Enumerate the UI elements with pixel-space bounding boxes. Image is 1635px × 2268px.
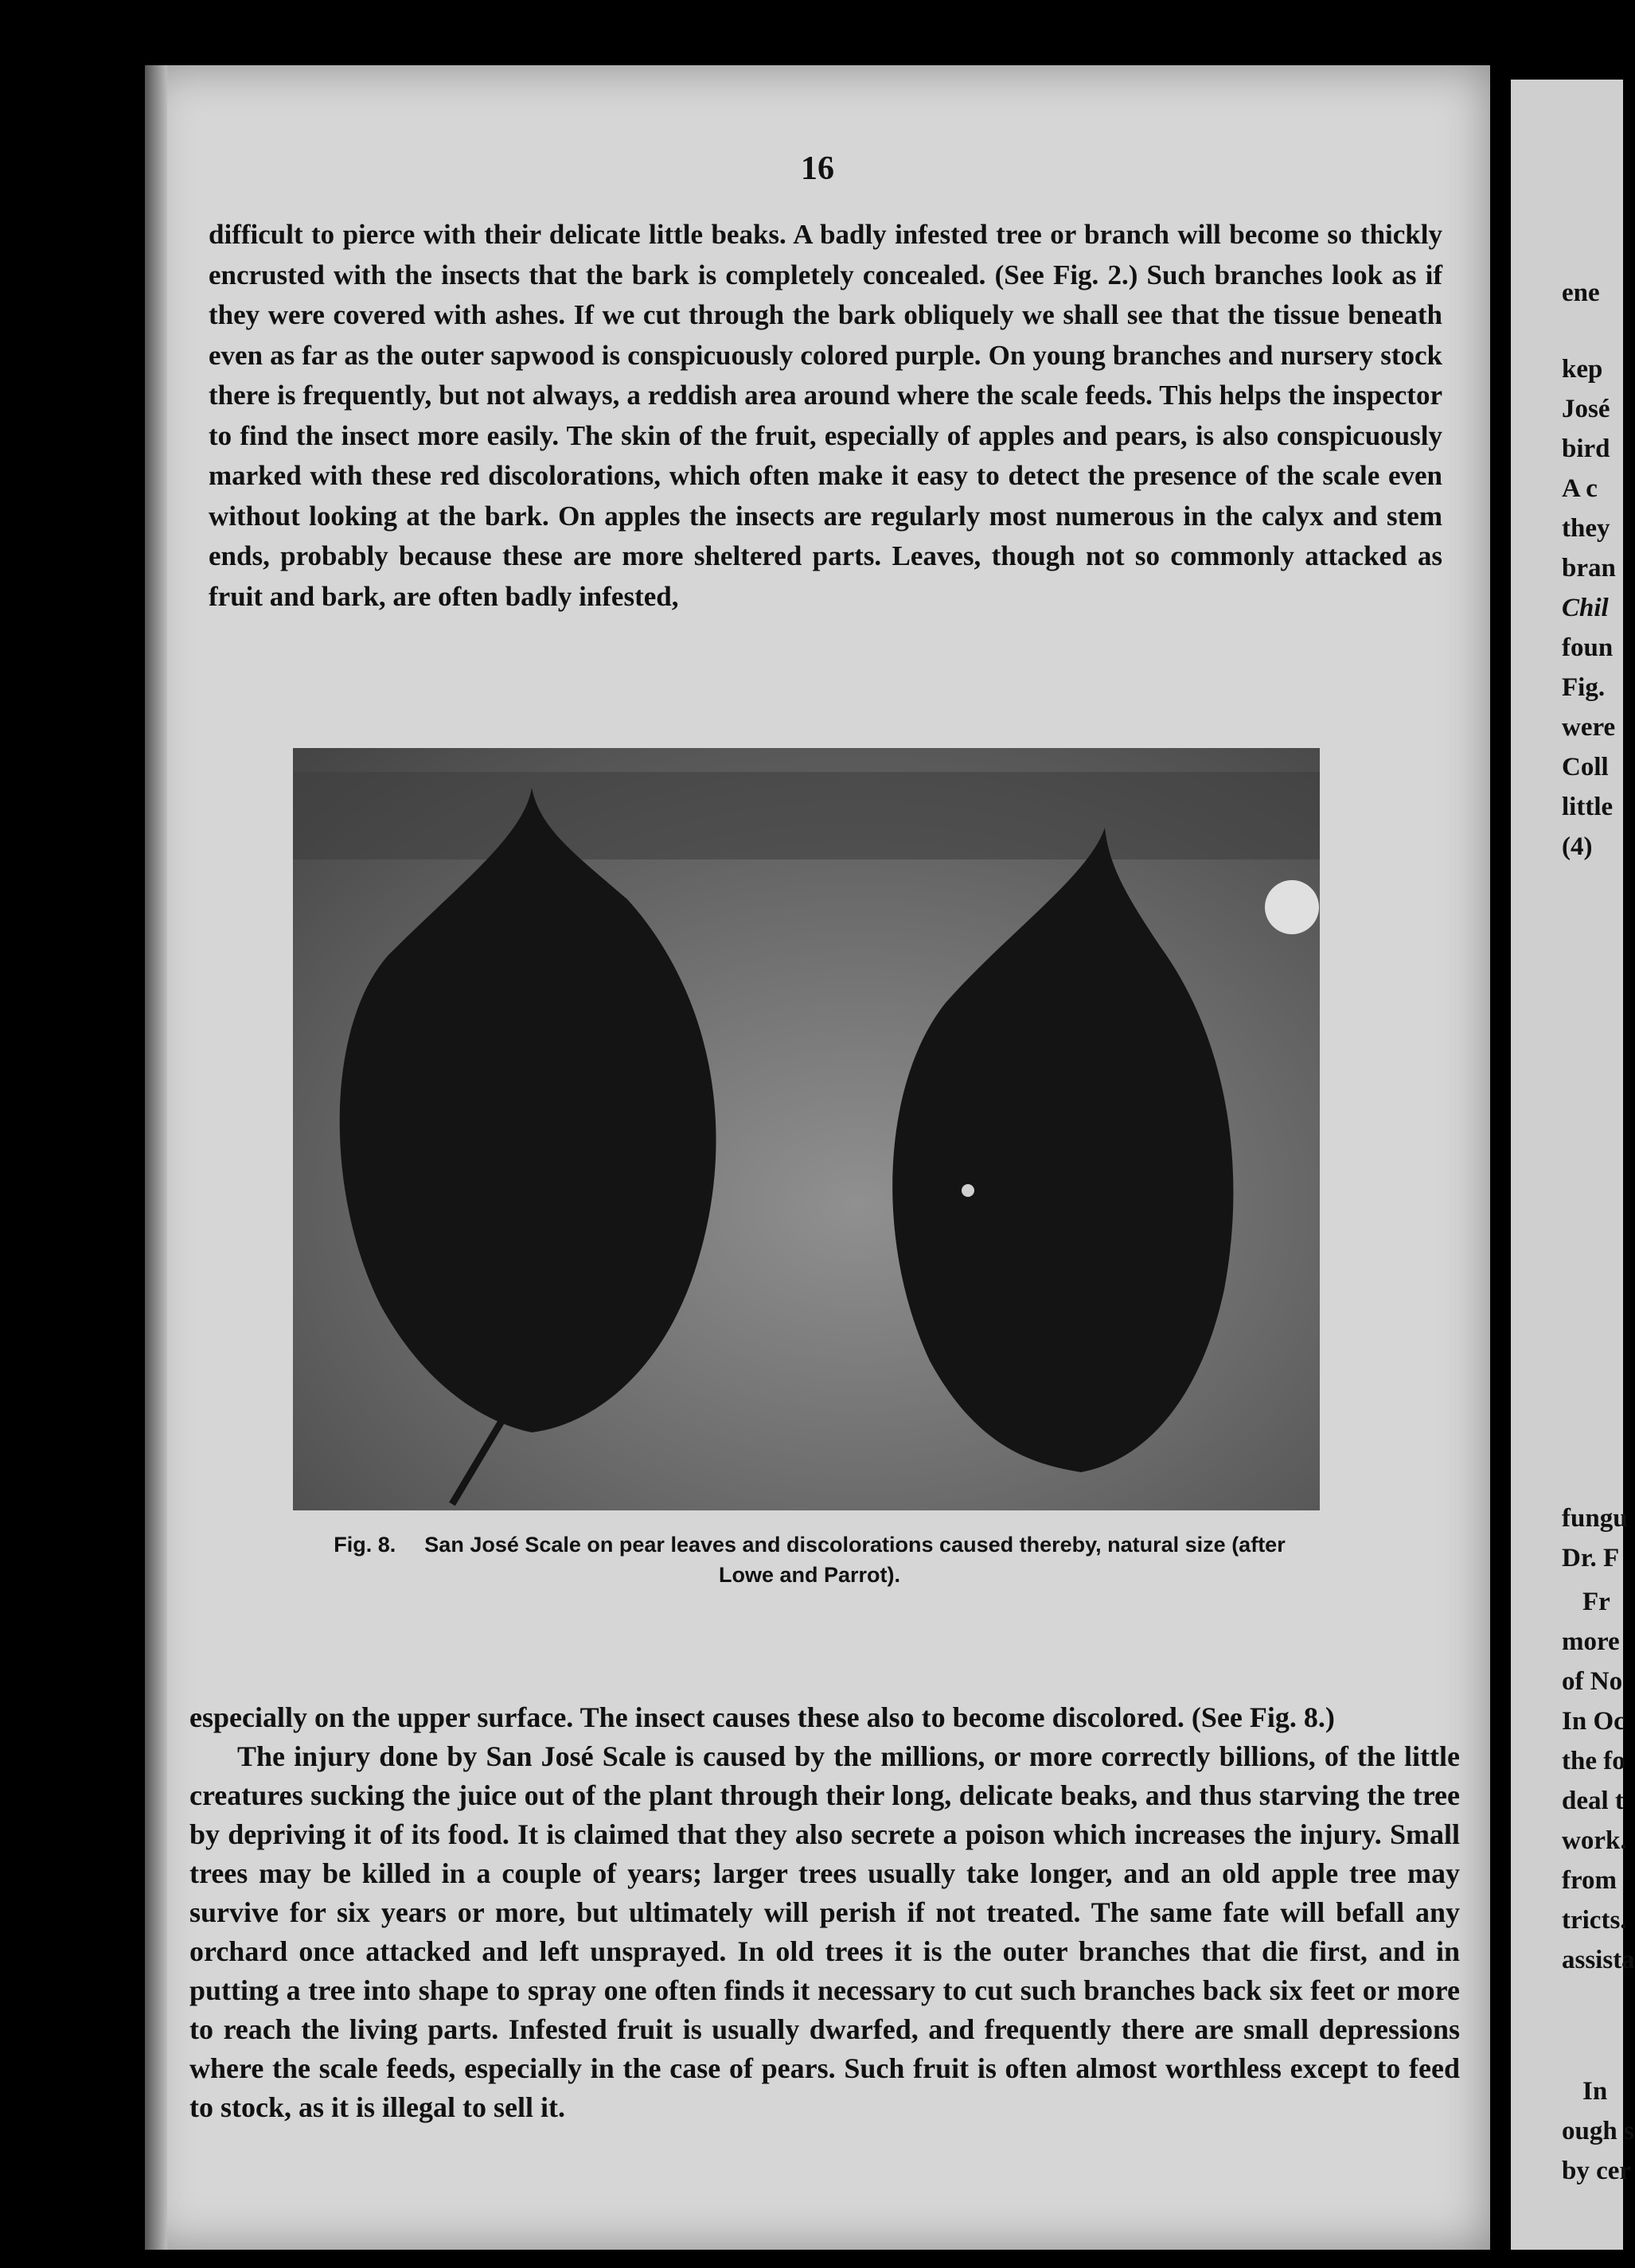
next-page-fragment: Dr. F bbox=[1562, 1544, 1620, 1572]
figure-caption bbox=[304, 1530, 1315, 1590]
next-page-fragment: bran bbox=[1562, 554, 1616, 583]
top-paragraph bbox=[209, 215, 1442, 617]
next-page-fragment: Fig. bbox=[1562, 673, 1606, 702]
next-page-fragment: José bbox=[1562, 395, 1610, 423]
next-page-fragment: more bbox=[1562, 1627, 1620, 1656]
book-page bbox=[145, 65, 1490, 2250]
next-page-fragment: Chil bbox=[1562, 594, 1609, 622]
page-number: 16 bbox=[801, 150, 834, 187]
photo-blemish bbox=[1265, 880, 1319, 934]
figure-pear-leaves bbox=[293, 748, 1320, 1510]
bottom-paragraph-2: The injury done by San José Scale is caused by the millions, or more correctly billions, of the little creatures sucking the juice out of the plant through their long, delicate beaks, and thus starving the tree by depriving it of its food. It is claimed that they also secrete a poison which increases the injury. Small trees may be killed in a couple of years; larger trees usually take longer, and an old apple tree may survive for six years or more, but ultimately will perish if not treated. The same fate will befall any orchard once attacked and left unsprayed. In old trees it is the outer branches that die first, and in putting a tree into shape to spray one often finds it necessary to cut such branches back six feet or more to reach the living parts. Infested fruit is usually dwarfed, and frequently there are small depressions where the scale feeds, especially in the case of pears. Such fruit is often almost worthless except to feed to stock, as it is illegal to sell it. bbox=[189, 1740, 1460, 2123]
figure-label: Fig. 8. bbox=[334, 1533, 396, 1557]
next-page-fragment: little bbox=[1562, 793, 1614, 821]
bottom-paragraph-1: especially on the upper surface. The insect causes these also to become discolored. (See Fig. 8.) bbox=[189, 1701, 1335, 1733]
next-page-fragment: A c bbox=[1562, 474, 1598, 503]
next-page-fragment: bird bbox=[1562, 435, 1610, 463]
next-page-fragment: of No bbox=[1562, 1667, 1623, 1696]
next-page-fragment: deal t bbox=[1562, 1787, 1624, 1815]
next-page-fragment: tricts. bbox=[1562, 1906, 1627, 1935]
photo-speck bbox=[962, 1184, 974, 1197]
next-page-fragment: assista bbox=[1562, 1946, 1635, 1974]
photo-streak bbox=[293, 772, 1320, 859]
next-page-fragment: fungu bbox=[1562, 1504, 1628, 1533]
next-page-fragment: were bbox=[1562, 713, 1616, 742]
next-page-fragment: In Oc bbox=[1562, 1707, 1625, 1736]
pear-leaves-photo bbox=[293, 748, 1320, 1510]
next-page-fragment: In bbox=[1582, 2077, 1608, 2106]
next-page-fragment: work. bbox=[1562, 1826, 1627, 1855]
adjacent-page-edge bbox=[1511, 80, 1635, 2250]
page-gutter-shadow bbox=[145, 65, 167, 2250]
next-page-fragment: from bbox=[1562, 1866, 1617, 1895]
next-page-fragment: Fr bbox=[1582, 1588, 1610, 1616]
next-page-fragment: ene bbox=[1562, 279, 1600, 307]
top-paragraph-text: difficult to pierce with their delicate little beaks. A badly infested tree or branch will become so thickly encrusted with the insects that the bark is completely concealed. (See Fig. 2.) Such branches look as if they were covered with ashes. If we cut through the bark obliquely we shall see that the tissue beneath even as far as the outer sapwood is conspicuously colored purple. On young branches and nursery stock there is frequently, but not always, a reddish area around where the scale feeds. This helps the inspector to find the insect more easily. The skin of the fruit, especially of apples and pears, is also conspicuously marked with these red discolorations, which often make it easy to detect the presence of the scale even without looking at the bark. On apples the insects are regularly most numerous in the calyx and stem ends, probably because these are more sheltered parts. Leaves, though not so commonly attacked as fruit and bark, are often badly infested, bbox=[209, 219, 1442, 612]
next-page-fragment: Coll bbox=[1562, 753, 1609, 781]
next-page-fragment: by cer bbox=[1562, 2157, 1632, 2185]
bottom-text bbox=[189, 1698, 1460, 2127]
next-page-fragment: the fo bbox=[1562, 1747, 1625, 1775]
next-page-fragment: (4) bbox=[1562, 832, 1593, 861]
next-page-fragment: kep bbox=[1562, 355, 1603, 384]
next-page-fragment: they bbox=[1562, 514, 1610, 543]
next-page-fragment: ough s bbox=[1562, 2117, 1634, 2145]
next-page-fragment: foun bbox=[1562, 633, 1614, 662]
figure-caption-text: San José Scale on pear leaves and discolorations caused thereby, natural size (after Lowe and Parrot). bbox=[424, 1533, 1286, 1587]
